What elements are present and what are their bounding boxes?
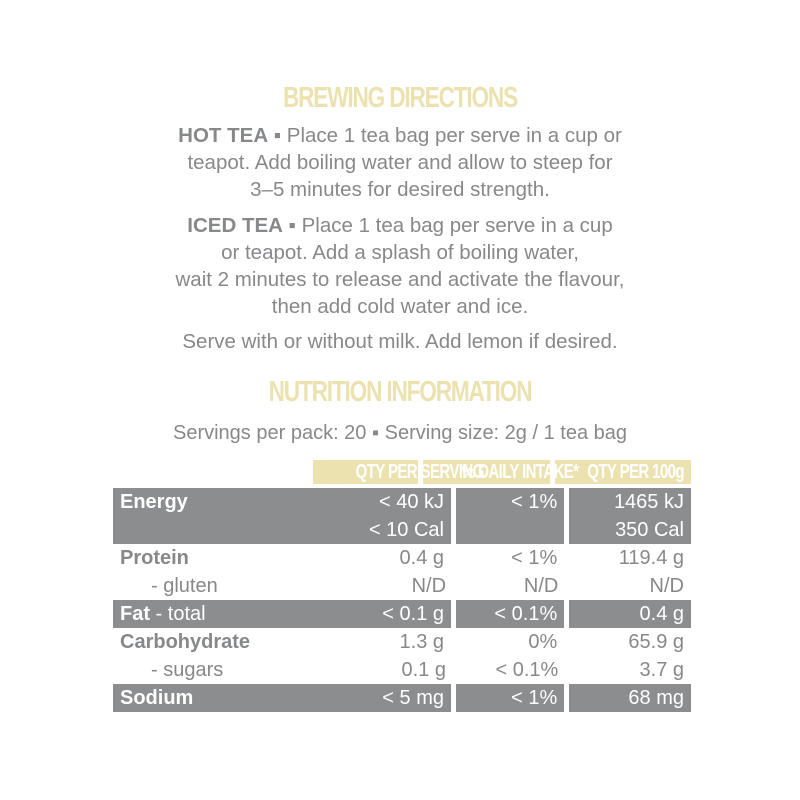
fat-per-100g: 0.4 g bbox=[569, 600, 691, 628]
energy-per-serving: < 40 kJ < 10 Cal bbox=[361, 488, 456, 544]
hot-tea-line-2: teapot. Add boiling water and allow to steep for bbox=[187, 151, 613, 174]
fat-per-serving: < 0.1 g bbox=[361, 600, 456, 628]
table-row-gluten bbox=[113, 572, 691, 600]
sugars-daily-intake: < 0.1% bbox=[458, 656, 570, 684]
carbohydrate-per-serving: 1.3 g bbox=[361, 628, 456, 656]
energy-daily-intake: < 1% bbox=[456, 488, 569, 544]
header-qty-per-serving: QTY PER SERVING bbox=[313, 460, 423, 484]
gluten-per-serving: N/D bbox=[364, 572, 458, 600]
carbohydrate-label: Carbohydrate bbox=[113, 628, 361, 656]
energy-per-100g: 1465 kJ 350 Cal bbox=[569, 488, 691, 544]
gluten-per-100g: N/D bbox=[570, 572, 691, 600]
protein-daily-intake: < 1% bbox=[456, 544, 569, 572]
sodium-daily-intake: < 1% bbox=[456, 684, 569, 712]
protein-per-100g: 119.4 g bbox=[569, 544, 691, 572]
energy-label: Energy bbox=[113, 488, 361, 544]
sugars-label: - sugars bbox=[113, 656, 364, 684]
iced-tea-line-3: wait 2 minutes to release and activate the flavour, bbox=[175, 268, 625, 291]
carbohydrate-per-100g: 65.9 g bbox=[569, 628, 691, 656]
protein-per-serving: 0.4 g bbox=[361, 544, 456, 572]
hot-tea-directions bbox=[100, 122, 700, 203]
iced-tea-line-1: ICED TEA ▪ Place 1 tea bag per serve in a cup bbox=[187, 214, 613, 237]
brewing-directions-heading: BREWING DIRECTIONS bbox=[282, 82, 518, 114]
sugars-per-serving: 0.1 g bbox=[364, 656, 458, 684]
table-row-fat bbox=[113, 600, 691, 628]
protein-label: Protein bbox=[113, 544, 361, 572]
table-header-row bbox=[113, 460, 691, 484]
servings-info: Servings per pack: 20 ▪ Serving size: 2g / 1 tea bag bbox=[172, 422, 627, 444]
sodium-per-100g: 68 mg bbox=[569, 684, 691, 712]
header-daily-intake: % DAILY INTAKE* bbox=[423, 460, 555, 484]
table-row-protein bbox=[113, 544, 691, 572]
iced-tea-line-4: then add cold water and ice. bbox=[271, 295, 529, 318]
fat-daily-intake: < 0.1% bbox=[456, 600, 569, 628]
carbohydrate-daily-intake: 0% bbox=[456, 628, 569, 656]
gluten-label: - gluten bbox=[113, 572, 364, 600]
sodium-label: Sodium bbox=[113, 684, 361, 712]
nutrition-information-heading: NUTRITION INFORMATION bbox=[268, 376, 532, 408]
iced-tea-label: ICED TEA bbox=[187, 214, 283, 237]
iced-tea-directions bbox=[100, 212, 700, 320]
header-blank-cell bbox=[113, 460, 313, 484]
serving-note: Serve with or without milk. Add lemon if desired. bbox=[182, 330, 618, 353]
hot-tea-line-1: HOT TEA ▪ Place 1 tea bag per serve in a cup or bbox=[178, 124, 622, 147]
gluten-daily-intake: N/D bbox=[458, 572, 570, 600]
header-qty-per-100g: QTY PER 100g bbox=[555, 460, 691, 484]
table-row-sodium bbox=[113, 684, 691, 712]
hot-tea-line-3: 3–5 minutes for desired strength. bbox=[250, 178, 550, 201]
sugars-per-100g: 3.7 g bbox=[570, 656, 691, 684]
nutrition-table bbox=[113, 460, 691, 712]
fat-label: Fat - total bbox=[113, 600, 361, 628]
hot-tea-label: HOT TEA bbox=[178, 124, 269, 147]
iced-tea-line-2: or teapot. Add a splash of boiling water, bbox=[221, 241, 579, 264]
table-row-carbohydrate bbox=[113, 628, 691, 656]
table-row-energy bbox=[113, 488, 691, 544]
sodium-per-serving: < 5 mg bbox=[361, 684, 456, 712]
table-row-sugars bbox=[113, 656, 691, 684]
